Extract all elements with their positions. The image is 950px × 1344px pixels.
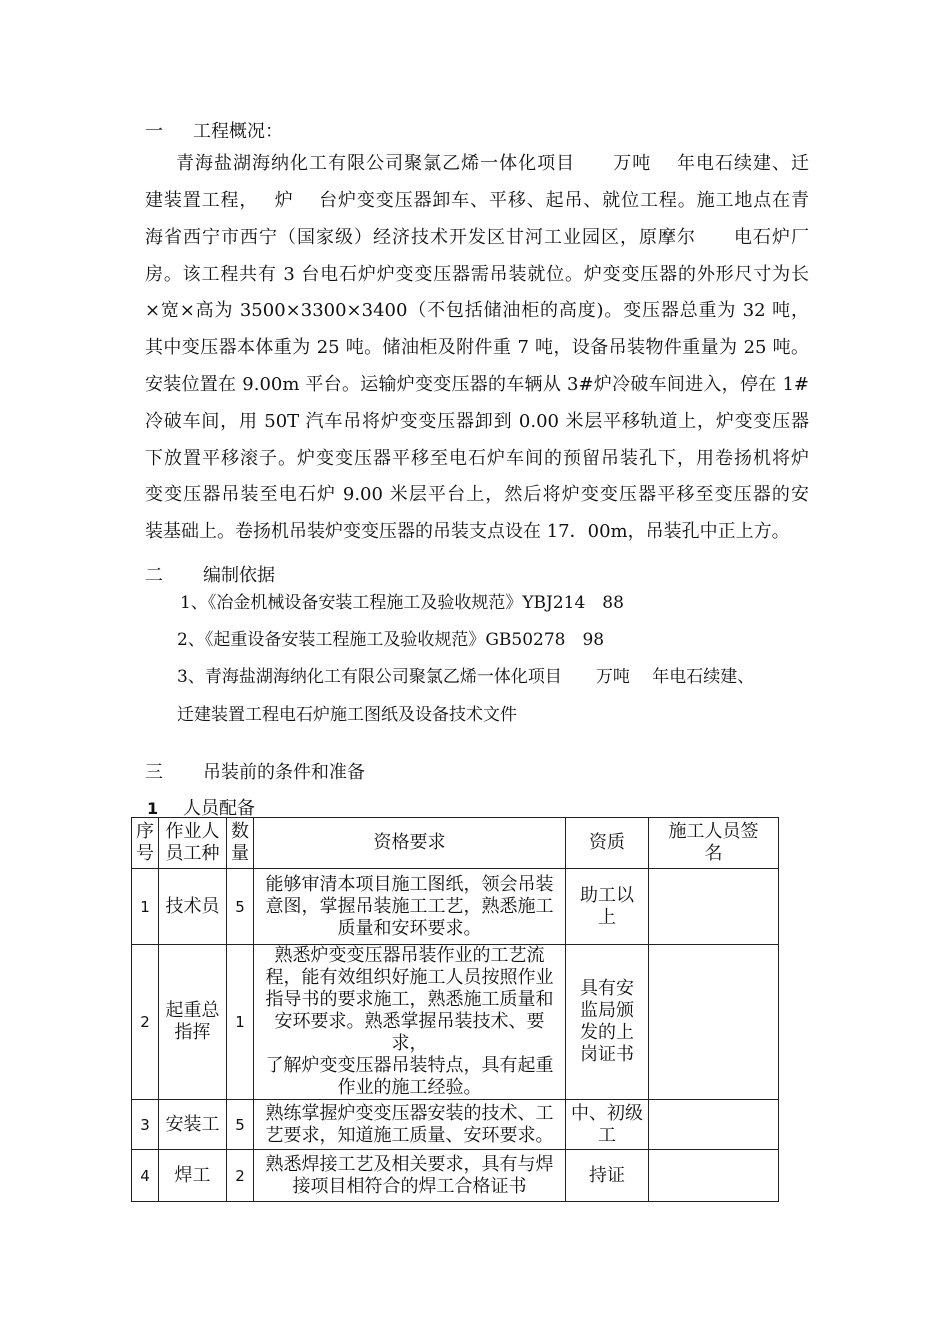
cell-count: 5	[227, 1100, 254, 1150]
cell-no: 2	[132, 945, 159, 1100]
cell-qual: 持证	[566, 1150, 649, 1202]
cell-role: 焊工	[159, 1150, 227, 1202]
cell-sign	[649, 1100, 779, 1150]
header-cell: 作业人 员工种	[159, 818, 227, 869]
cell-count: 1	[227, 945, 254, 1100]
cell-role: 安装工	[159, 1100, 227, 1150]
basis-item-1: 1、《冶金机械设备安装工程施工及验收规范》YBJ214 88	[180, 593, 624, 613]
section1-heading	[145, 117, 283, 143]
header-cell: 序 号	[132, 818, 159, 869]
table-row	[132, 945, 779, 1100]
section1-line: 装基础上。卷扬机吊装炉变变压器的吊装支点设在 17．00m，吊装孔中正上方。	[145, 521, 790, 543]
section1-number: 一	[145, 121, 163, 142]
section1-line: 安装位置在 9.00m 平台。运输炉变变压器的车辆从 3#炉冷破车间进入，停在 1#	[145, 373, 809, 395]
cell-qual: 助工以 上	[566, 869, 649, 945]
header-cell: 资格要求	[254, 818, 566, 869]
cell-no: 4	[132, 1150, 159, 1202]
table-row	[132, 869, 779, 945]
cell-no: 1	[132, 869, 159, 945]
section3-number: 三	[145, 762, 163, 783]
section2-number: 二	[145, 565, 163, 586]
table-row	[132, 1150, 779, 1202]
header-cell: 资质	[566, 818, 649, 869]
cell-count: 2	[227, 1150, 254, 1202]
basis-item-3-cont: 迁建装置工程电石炉施工图纸及设备技术文件	[177, 705, 517, 725]
section1-body	[145, 183, 809, 551]
cell-count: 5	[227, 869, 254, 945]
cell-req: 熟悉焊接工艺及相关要求，具有与焊 接项目相符合的焊工合格证书	[254, 1150, 566, 1202]
section3-heading	[145, 758, 365, 784]
cell-sign	[649, 1150, 779, 1202]
header-cell: 施工人员签 名	[649, 818, 779, 869]
section3-title: 吊装前的条件和准备	[203, 762, 365, 783]
subsection-number: 1	[147, 799, 159, 818]
section2-title: 编制依据	[203, 565, 275, 586]
cell-qual: 中、初级 工	[566, 1100, 649, 1150]
basis-item-2: 2、《起重设备安装工程施工及验收规范》GB50278 98	[177, 630, 605, 650]
section1-line: 青海盐湖海纳化工有限公司聚氯乙烯一体化项目 万吨 年电石续建、迁	[176, 153, 809, 174]
section1-line: 冷破车间，用 50T 汽车吊将炉变变压器卸到 0.00 米层平移轨道上，炉变变压器	[145, 410, 809, 432]
section1-line: ×宽×高为 3500×3300×3400（不包括储油柜的高度)。变压器总重为 32 吨，	[145, 300, 809, 322]
section1-title: 工程概况：	[193, 121, 283, 142]
cell-req: 熟悉炉变变压器吊装作业的工艺流 程，能有效组织好施工人员按照作业 指导书的要求施工，熟悉施工质量和 安环要求。熟悉掌握吊装技术、要求， 了解炉变变压器吊装特点，具有起重 作业的施工经验。	[254, 945, 566, 1100]
table-header-row	[132, 818, 779, 869]
cell-sign	[649, 945, 779, 1100]
section1-line: 其中变压器本体重为 25 吨。储油柜及附件重 7 吨，设备吊装物件重量为 25 吨。	[145, 337, 809, 359]
table-row	[132, 1100, 779, 1150]
section1-line: 海省西宁市西宁（国家级）经济技术开发区甘河工业园区，原摩尔 电石炉厂	[145, 226, 809, 248]
section1-line: 房。该工程共有 3 台电石炉炉变变压器需吊装就位。炉变变压器的外形尺寸为长	[145, 263, 809, 285]
cell-role: 起重总 指挥	[159, 945, 227, 1100]
subsection-title: 人员配备	[183, 798, 255, 819]
section1-first-line-block	[176, 146, 809, 183]
cell-sign	[649, 869, 779, 945]
section1-line: 下放置平移滚子。炉变变压器平移至电石炉车间的预留吊装孔下，用卷扬机将炉	[145, 447, 809, 469]
cell-qual: 具有安 监局颁 发的上 岗证书	[566, 945, 649, 1100]
header-cell: 数 量	[227, 818, 254, 869]
section2-heading	[145, 561, 275, 587]
cell-req: 熟练掌握炉变变压器安装的技术、工 艺要求，知道施工质量、安环要求。	[254, 1100, 566, 1150]
cell-req: 能够审清本项目施工图纸，领会吊装 意图，掌握吊装施工工艺，熟悉施工 质量和安环要求。	[254, 869, 566, 945]
staff-table	[131, 817, 779, 1202]
section1-line: 建装置工程， 炉 台炉变变压器卸车、平移、起吊、就位工程。施工地点在青	[145, 190, 809, 211]
cell-no: 3	[132, 1100, 159, 1150]
basis-item-3: 3、青海盐湖海纳化工有限公司聚氯乙烯一体化项目 万吨 年电石续建、	[177, 667, 755, 687]
section1-line: 变变压器吊装至电石炉 9.00 米层平台上，然后将炉变变压器平移至变压器的安	[145, 484, 809, 506]
cell-role: 技术员	[159, 869, 227, 945]
